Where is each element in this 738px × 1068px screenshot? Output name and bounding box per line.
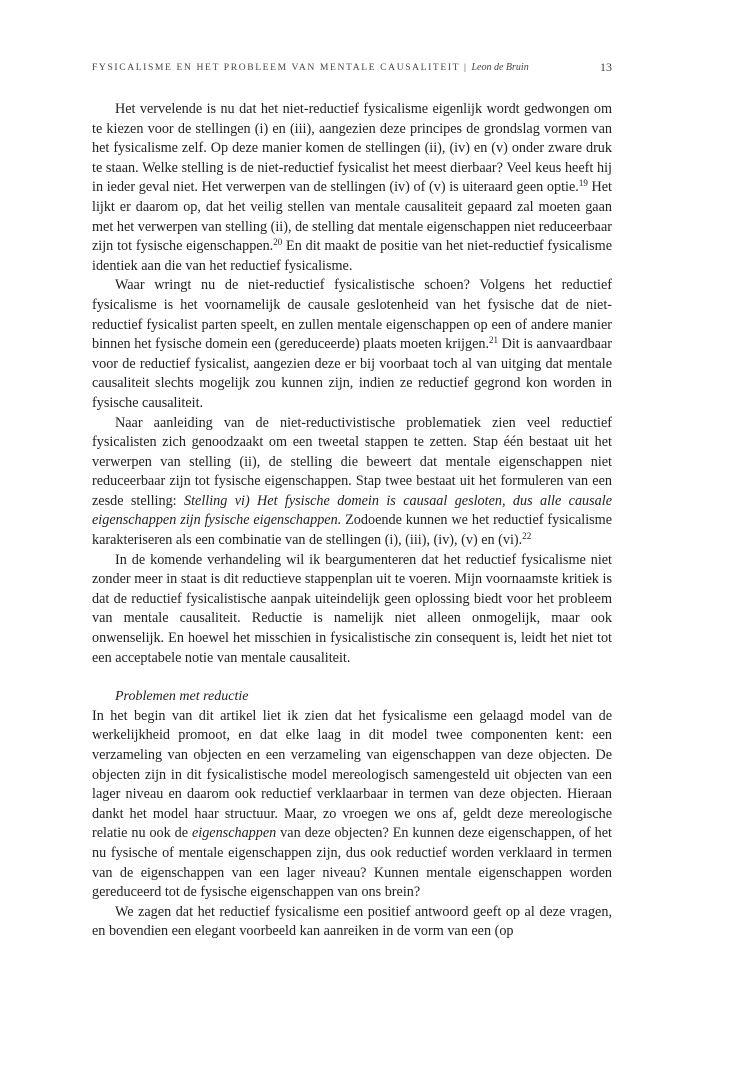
- paragraph: [92, 414, 612, 551]
- paragraph: [92, 100, 612, 276]
- paragraph-text: In de komende verhandeling wil ik beargumenteren dat het reductief fysicalisme niet zonder meer in staat is dit reductieve stappenplan uit te voeren. Mijn voornaamste kritiek is dat de reductief fysicalistische aanpak uiteindelijk geen oplossing biedt voor het probleem van mentale causaliteit. Reductie is namelijk niet alleen onmogelijk, maar ook onwenselijk. En hoewel het misschien in fysicalistische zin consequent is, leidt het niet tot een acceptabele notie van mentale causaliteit.: [92, 551, 612, 666]
- footnote-ref[interactable]: 20: [273, 237, 283, 248]
- paragraph: [92, 903, 612, 942]
- paragraph-text: In het begin van dit artikel liet ik zien dat het fysicalisme een gelaagd model van de werkelijkheid promoot, en dat elke laag in dit model twee componenten kent: een verzameling van objecten en een verzameling van eigenschappen van deze objecten. De objecten zijn in dit fysicalistische model mereologisch samengesteld uit objecten van een lager niveau en daarom ook reductief verklaarbaar in termen van deze objecten. Hieraan dankt het model haar structuur. Maar, zo vroegen we ons af, geldt deze mereologische relatie nu ook de: [92, 707, 612, 842]
- paragraph-text: Naar aanleiding van de niet-reductivistische problematiek zien veel reductief fysicalisten zich genoodzaakt om een tweetal stappen te zetten. Stap één bestaat uit het verwerpen van stelling (ii), de stelling die beweert dat mentale eigenschappen niet reduceerbaar zijn tot fysische eigenschappen. Stap twee bestaat uit het formuleren van een zesde stelling:: [92, 414, 612, 509]
- stelling-vi-italic: Stelling vi) Het fysische domein is causaal gesloten, dus alle causale eigenschappen zijn fysische eigenschappen.: [92, 492, 612, 529]
- body-text: [92, 100, 612, 942]
- footnote-ref[interactable]: 21: [489, 335, 499, 346]
- paragraph-text: Het vervelende is nu dat het niet-reductief fysicalisme eigenlijk wordt gedwongen om te kiezen voor de stellingen (i) en (iii), aangezien deze principes de grondslag vormen van het fysicalisme zelf. Op deze manier komen de stellingen (ii), (iv) en (v) onder zware druk te staan. Welke stelling is de niet-reductief fysicalist het meest dierbaar? Veel keus heeft hij in ieder geval niet. Het verwerpen van de stellingen (iv) of (v) is uiteraard geen optie.: [92, 101, 612, 196]
- paragraph-text: Het lijkt er daarom op, dat het veilig stellen van mentale causaliteit gepaard zal moeten gaan met het verwerpen van stelling (ii), de stelling dat mentale eigenschappen niet reduceerbaar zijn tot fysische eigenschappen.: [92, 179, 612, 255]
- running-title: FYSICALISME EN HET PROBLEEM VAN MENTALE CAUSALITEIT: [92, 62, 460, 73]
- emphasis: eigenschappen: [191, 825, 277, 842]
- section-heading: Problemen met reductie: [115, 689, 249, 705]
- footnote-ref[interactable]: 19: [578, 178, 588, 189]
- paragraph-text: We zagen dat het reductief fysicalisme een positief antwoord geeft op al deze vragen, en bovendien een elegant voorbeeld kan aanreiken in de vorm van een (op: [92, 903, 612, 940]
- running-head-author: Leon de Bruin: [471, 62, 529, 73]
- paragraph-text: Dit is aanvaardbaar voor de reductief fysicalist, aangezien deze er bij voorbaat toch al van uitging dat mentale causaliteit slechts mogelijk zou kunnen zijn, indien ze reductief gegrond kon worden in fysische causaliteit.: [92, 336, 612, 411]
- paragraph: [92, 276, 612, 413]
- paragraph-text: van deze objecten? En kunnen deze eigenschappen, of het nu fysische of mentale eigenschappen zijn, dus ook reductief worden verklaard in termen van de eigenschappen van een lager niveau? Kunnen mentale eigenschappen worden gereduceerd tot de fysische eigenschappen van ons brein?: [92, 825, 612, 901]
- paragraph-text: En dit maakt de positie van het niet-reductief fysicalisme identiek aan die van het reductief fysicalisme.: [92, 238, 612, 274]
- running-head: [92, 62, 612, 73]
- paragraph: [92, 551, 612, 669]
- footnote-ref[interactable]: 22: [522, 531, 532, 542]
- paragraph-text: Waar wringt nu de niet-reductief fysicalistische schoen? Volgens het reductief fysicalisme is het voornamelijk de causale geslotenheid van het fysische dat de niet-reductief fysicalist parten speelt, en zullen mentale eigenschappen op een of andere manier binnen het fysische domein een (gereduceerde) plaats moeten krijgen.: [92, 277, 612, 353]
- running-head-separator: |: [459, 62, 472, 73]
- paragraph-text: Zodoende kunnen we het reductief fysicalisme karakteriseren als een combinatie van de stellingen (i), (iii), (iv), (v) en (vi).: [92, 512, 612, 549]
- paragraph: [92, 707, 612, 903]
- page-number: 13: [600, 60, 612, 74]
